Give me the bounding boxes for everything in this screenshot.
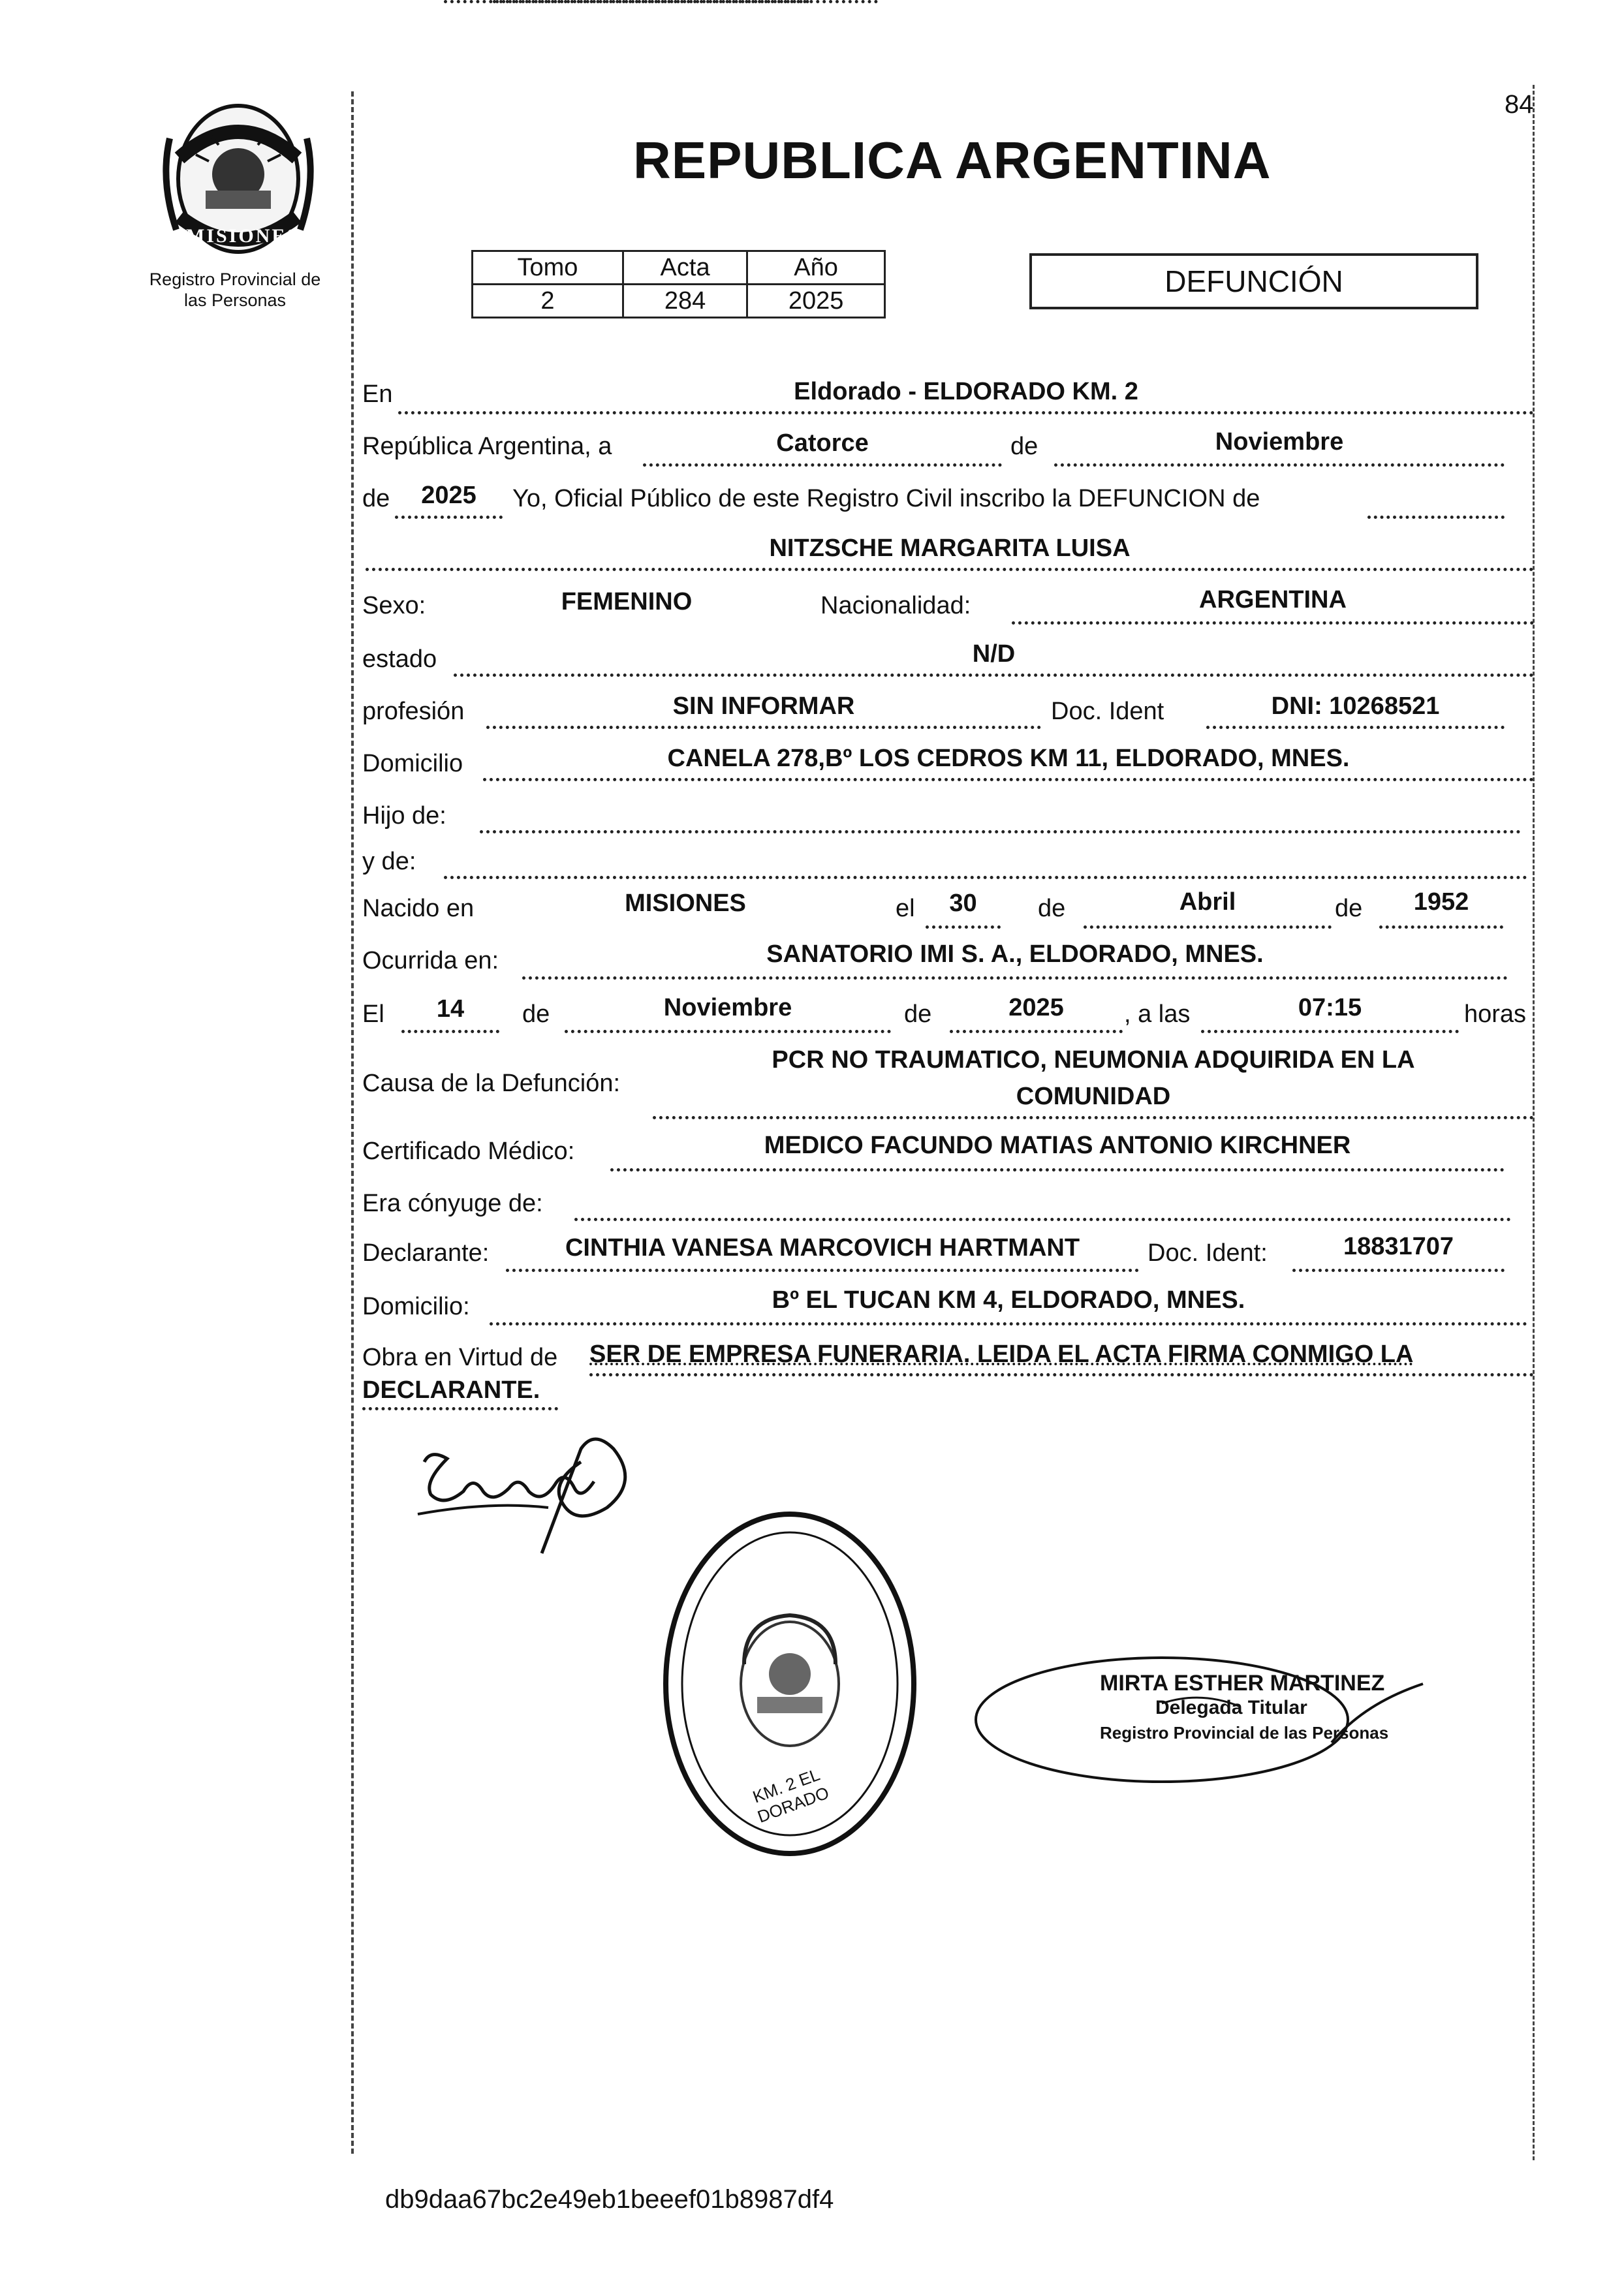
nacionalidad-value: ARGENTINA (1199, 586, 1347, 613)
obra-line1-rule (589, 1373, 1534, 1376)
death-year-line (950, 1030, 1123, 1033)
sexo-label: Sexo: (362, 592, 426, 619)
yde-line (444, 876, 1527, 879)
deceased-name-line (366, 568, 1534, 571)
place-value: Eldorado - ELDORADO KM. 2 (794, 378, 1138, 405)
estado-label: estado (362, 645, 437, 673)
seal-inner-text: KM. 2 EL DORADO (750, 1764, 832, 1827)
domicilio2-label: Domicilio: (362, 1293, 470, 1320)
el-label: el (896, 895, 915, 922)
estado-line (454, 674, 1534, 677)
causa-line1: PCR NO TRAUMATICO, NEUMONIA ADQUIRIDA EN LA (772, 1046, 1415, 1074)
doc-ident-value: DNI: 10268521 (1271, 692, 1440, 720)
registry-name (124, 269, 346, 311)
republica-label: República Argentina, a (362, 433, 612, 460)
birth-month-value: Abril (1179, 888, 1236, 916)
domicilio2-value: Bº EL TUCAN KM 4, ELDORADO, MNES. (772, 1286, 1245, 1314)
nacido-label: Nacido en (362, 895, 475, 922)
acta-value: 284 (623, 285, 747, 318)
birth-year-value: 1952 (1413, 888, 1469, 916)
obra-line2-rule (362, 1407, 558, 1410)
year-line (395, 516, 503, 519)
registry-line1: Registro Provincial de (149, 270, 321, 289)
nacido-line (493, 0, 878, 3)
horas-label: horas (1464, 1001, 1527, 1028)
death-year-value: 2025 (1008, 994, 1064, 1021)
oficial-text: Yo, Oficial Público de este Registro Civil inscribo la DEFUNCION de (512, 485, 1260, 512)
declarante-doc-line (1292, 1269, 1505, 1272)
acta-header: Acta (623, 251, 747, 285)
deceased-name: NITZSCHE MARGARITA LUISA (769, 535, 1131, 562)
certificado-label: Certificado Médico: (362, 1138, 575, 1165)
domicilio-value: CANELA 278,Bº LOS CEDROS KM 11, ELDORADO, MNES. (667, 745, 1350, 772)
logo-bottom-text: MISIONES (186, 225, 300, 247)
alas-label: , a las (1124, 1001, 1191, 1028)
profesion-line (486, 726, 1041, 729)
document-title: REPUBLICA ARGENTINA (633, 131, 1272, 189)
act-table (471, 250, 886, 318)
tomo-header: Tomo (473, 251, 623, 285)
de-label-2: de (362, 485, 390, 512)
death-day-value: 14 (436, 995, 465, 1023)
declarante-label: Declarante: (362, 1239, 490, 1267)
domicilio-line (483, 778, 1534, 781)
nacionalidad-line (1012, 621, 1534, 625)
doc-ident-line (1206, 726, 1505, 729)
en-label: En (362, 380, 393, 408)
certificado-line (610, 1168, 1505, 1171)
death-time-value: 07:15 (1298, 994, 1362, 1021)
birth-day-line (926, 925, 1001, 929)
El-label: El (362, 1001, 384, 1028)
causa-line (653, 1116, 1534, 1119)
month-value: Noviembre (1215, 428, 1344, 456)
conyuge-line (574, 1218, 1511, 1221)
declarante-value: CINTHIA VANESA MARCOVICH HARTMANT (565, 1234, 1080, 1262)
profesion-label: profesión (362, 698, 465, 725)
year-value: 2025 (421, 482, 476, 509)
nacionalidad-label: Nacionalidad: (820, 592, 971, 619)
month-line (1054, 463, 1505, 467)
registry-line2: las Personas (183, 290, 287, 310)
obra-line1: SER DE EMPRESA FUNERARIA. LEIDA EL ACTA FIRMA CONMIGO LA (589, 1341, 1414, 1368)
domicilio-label: Domicilio (362, 750, 463, 777)
tomo-value: 2 (473, 285, 623, 318)
page-number: 84 (1505, 90, 1534, 119)
oficial-tail-line (1367, 516, 1505, 519)
causa-line2: COMUNIDAD (1016, 1083, 1171, 1110)
de-label-5: de (522, 1001, 550, 1028)
official-signature-stamp (966, 1645, 1436, 1795)
ocurrida-label: Ocurrida en: (362, 947, 499, 974)
de-label-1: de (1010, 433, 1038, 460)
yde-label: y de: (362, 848, 416, 875)
nacido-value: MISIONES (625, 890, 746, 917)
document-hash: db9daa67bc2e49eb1beeef01b8987df4 (385, 2185, 834, 2214)
doc-ident2-label: Doc. Ident: (1148, 1239, 1268, 1267)
estado-value: N/D (972, 640, 1016, 668)
ocurrida-line (522, 976, 1508, 980)
official-name: MIRTA ESTHER MARTINEZ (1100, 1671, 1385, 1696)
birth-day-value: 30 (949, 890, 977, 917)
death-day-line (401, 1030, 499, 1033)
place-line (398, 411, 1534, 414)
death-time-line (1201, 1030, 1459, 1033)
conyuge-label: Era cónyuge de: (362, 1190, 543, 1217)
official-org: Registro Provincial de las Personas (1100, 1723, 1389, 1743)
day-words-line (643, 463, 1002, 467)
birth-month-line (1084, 925, 1332, 929)
official-role: Delegada Titular (1155, 1697, 1307, 1718)
de-label-3: de (1038, 895, 1066, 922)
death-month-value: Noviembre (663, 994, 792, 1021)
anio-header: Año (747, 251, 885, 285)
de-label-4: de (1335, 895, 1363, 922)
causa-label: Causa de la Defunción: (362, 1070, 621, 1097)
birth-year-line (1379, 925, 1503, 929)
left-margin-line (351, 91, 354, 2154)
doc-ident-label: Doc. Ident (1051, 698, 1164, 725)
day-words-value: Catorce (776, 429, 869, 457)
declarante-doc-value: 18831707 (1343, 1233, 1454, 1260)
obra-line2: DECLARANTE. (362, 1376, 540, 1404)
sexo-value: FEMENINO (561, 588, 693, 615)
de-label-6: de (904, 1001, 932, 1028)
hijo-line (480, 830, 1521, 833)
ocurrida-value: SANATORIO IMI S. A., ELDORADO, MNES. (766, 940, 1264, 968)
anio-value: 2025 (747, 285, 885, 318)
act-type-box: DEFUNCIÓN (1029, 253, 1478, 309)
obra-label: Obra en Virtud de (362, 1344, 558, 1371)
hijo-label: Hijo de: (362, 802, 446, 830)
domicilio2-line (490, 1322, 1527, 1326)
profesion-value: SIN INFORMAR (672, 692, 855, 720)
certificado-value: MEDICO FACUNDO MATIAS ANTONIO KIRCHNER (764, 1132, 1351, 1159)
death-month-line (565, 1030, 891, 1033)
declarante-line (506, 1269, 1139, 1272)
declarant-signature (411, 1423, 646, 1566)
